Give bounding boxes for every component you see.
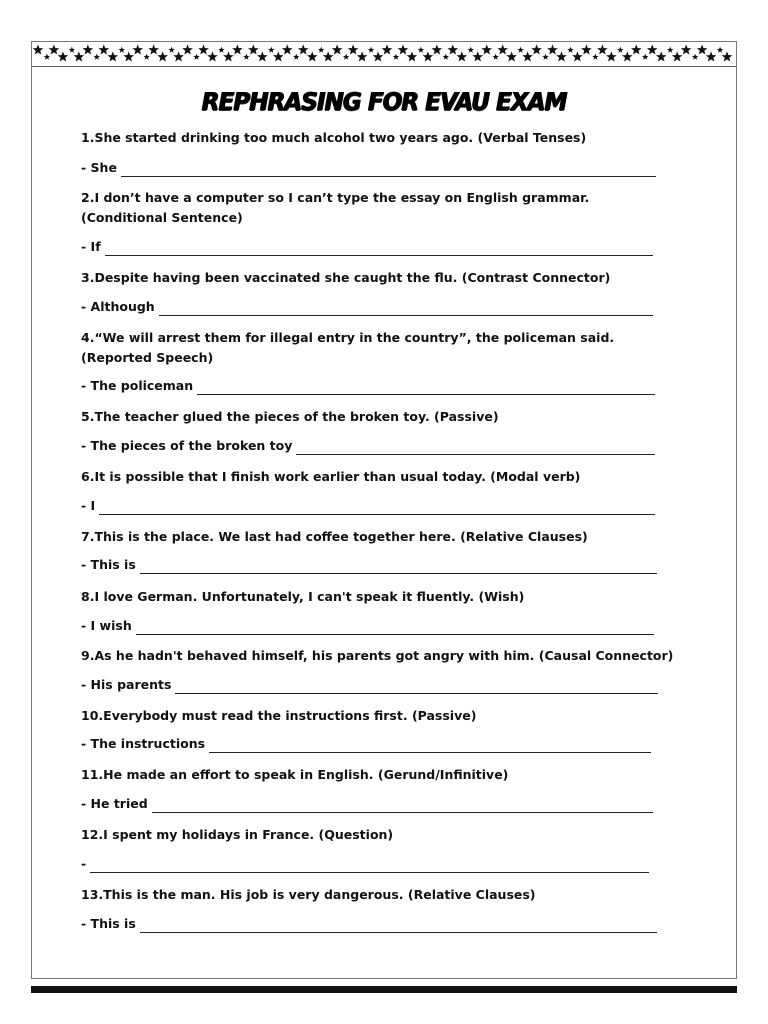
answer-row-5[interactable] — [81, 437, 655, 455]
star-pattern-icon — [32, 42, 736, 66]
question-7: 7.This is the place. We last had coffee together here. (Relative Clauses) — [81, 529, 588, 544]
answer-row-8[interactable] — [81, 617, 654, 635]
question-4: 4.“We will arrest them for illegal entry in the country”, the policeman said. — [81, 330, 615, 345]
answer-blank-line — [175, 679, 658, 694]
answer-prompt: - This is — [81, 916, 136, 931]
answer-blank-line — [105, 241, 653, 256]
answer-blank-line — [296, 440, 655, 455]
answer-row-2[interactable] — [81, 238, 653, 256]
question-9: 9.As he hadn't behaved himself, his parents got angry with him. (Causal Connector) — [81, 648, 674, 663]
answer-prompt: - I wish — [81, 618, 132, 633]
answer-prompt: - If — [81, 239, 101, 254]
question-1: 1.She started drinking too much alcohol two years ago. (Verbal Tenses) — [81, 130, 587, 145]
answer-prompt: - He tried — [81, 796, 148, 811]
question-3: 3.Despite having been vaccinated she caught the flu. (Contrast Connector) — [81, 270, 611, 285]
answer-blank-line — [152, 798, 653, 813]
answer-row-12[interactable] — [81, 855, 649, 873]
question-13: 13.This is the man. His job is very dangerous. (Relative Clauses) — [81, 887, 536, 902]
answer-row-4[interactable] — [81, 377, 655, 395]
answer-row-10[interactable] — [81, 735, 651, 753]
answer-prompt: - This is — [81, 557, 136, 572]
answer-row-9[interactable] — [81, 676, 658, 694]
question-2-continuation: (Conditional Sentence) — [81, 210, 243, 225]
question-6: 6.It is possible that I finish work earlier than usual today. (Modal verb) — [81, 469, 581, 484]
answer-blank-line — [140, 559, 657, 574]
question-4-continuation: (Reported Speech) — [81, 350, 214, 365]
answer-blank-line — [159, 301, 653, 316]
answer-blank-line — [121, 162, 656, 177]
answer-prompt: - His parents — [81, 677, 172, 692]
answer-prompt: - I — [81, 498, 96, 513]
answer-blank-line — [99, 500, 655, 515]
answer-prompt: - The pieces of the broken toy — [81, 438, 293, 453]
question-10: 10.Everybody must read the instructions first. (Passive) — [81, 708, 477, 723]
answer-blank-line — [136, 620, 654, 635]
question-12: 12.I spent my holidays in France. (Question) — [81, 827, 394, 842]
star-border-band — [32, 42, 736, 67]
question-2: 2.I don’t have a computer so I can’t type the essay on English grammar. — [81, 190, 590, 205]
answer-row-13[interactable] — [81, 915, 657, 933]
answer-row-1[interactable] — [81, 159, 656, 177]
question-8: 8.I love German. Unfortunately, I can't speak it fluently. (Wish) — [81, 589, 525, 604]
answer-row-6[interactable] — [81, 497, 655, 515]
answer-prompt: - — [81, 856, 87, 871]
answer-prompt: - She — [81, 160, 117, 175]
bottom-rule — [31, 986, 737, 993]
answer-row-7[interactable] — [81, 556, 657, 574]
answer-row-3[interactable] — [81, 298, 653, 316]
page-title: REPHRASING FOR EVAU EXAM — [201, 87, 567, 116]
answer-prompt: - The instructions — [81, 736, 206, 751]
question-5: 5.The teacher glued the pieces of the broken toy. (Passive) — [81, 409, 499, 424]
answer-prompt: - The policeman — [81, 378, 194, 393]
answer-blank-line — [140, 918, 657, 933]
answer-row-11[interactable] — [81, 795, 653, 813]
answer-prompt: - Although — [81, 299, 155, 314]
answer-blank-line — [209, 738, 651, 753]
answer-blank-line — [197, 380, 655, 395]
question-11: 11.He made an effort to speak in English. (Gerund/Infinitive) — [81, 767, 509, 782]
answer-blank-line — [90, 858, 649, 873]
